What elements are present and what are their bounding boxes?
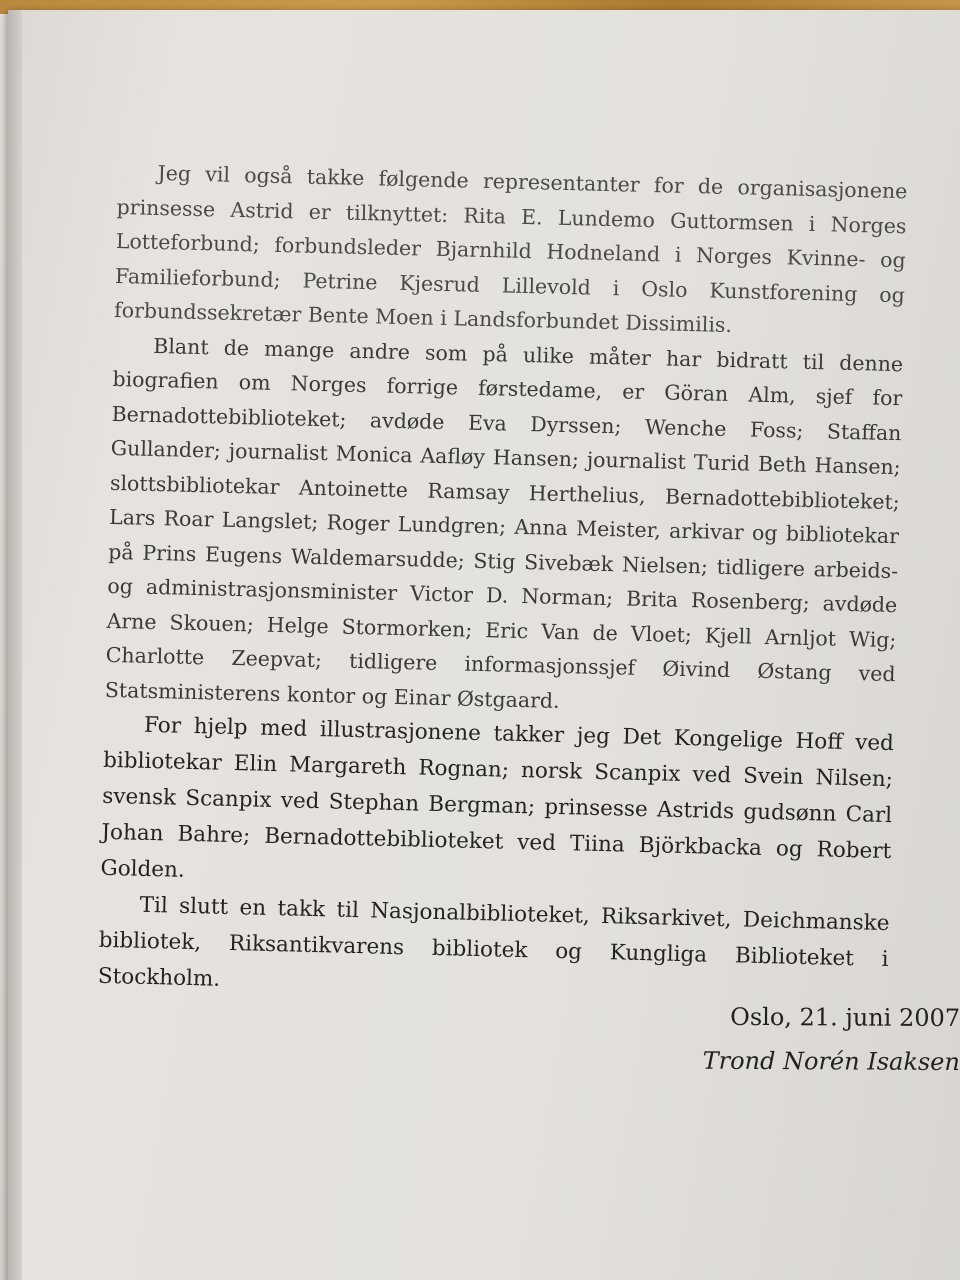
paragraph-contributors: Blant de mange andre som på ulike måter har bidratt til denne biografien om Norges forrige førstedame, er Göran Alm, sjef for Bernadottebiblioteket; avdøde Eva Dyrssen; Wenche Foss; Staffan Gullander; journalist Monica Aafløy Hansen; journalist Turid Beth Hansen; slottsbibliotekar Antoinette Ramsay Herthelius, Bernadottebiblioteket; Lars Roar Langslet; Roger Lundgren; Anna Meister, arkivar og bibliotekar på Prins Eugens Waldemarsudde; Stig Sivebæk Nielsen; tidligere arbeids- og administrasjonsminister Victor D. Norman; Brita Rosenberg; avdøde Arne Skouen; Helge Stormorken; Eric Van de Vloet; Kjell Arnljot Wig; Charlotte Zeepvat; tidligere informasjonssjef Øivind Østang ved Statsministerens kontor og Einar Østgaard. [104,333,904,713]
paragraph-illustrations: For hjelp med illustrasjonene takker jeg Det Kongelige Hoff ved bibliotekar Elin Margareth Rognan; norsk Scanpix ved Svein Nilsen; svensk Scanpix ved Stephan Bergman; prinsesse Astrids gudsønn Carl Johan Bahre; Bernadottebiblioteket ved Tiina Björkbacka og Robert Golden. [100,712,895,883]
acknowledgements-text [97,155,907,1014]
page-edge-shadow [8,10,22,1280]
author-signature: Trond Norén Isaksen [702,1046,960,1077]
place-date: Oslo, 21. juni 2007 [730,1002,960,1033]
paragraph-libraries: Til slutt en takk til Nasjonalbiblioteket, Riksarkivet, Deichmanske bibliotek, Riksantikvarens bibliotek og Kungliga Biblioteket i Stockholm. [97,892,890,992]
closing-block [560,994,960,1084]
paragraph-organisations: Jeg vil også takke følgende representanter for de organisasjonene prinsesse Astrid er tilknyttet: Rita E. Lundemo Guttormsen i Norges Lotteforbund; forbundsleder Bjarnhild Hodneland i Norges Kvinne- og Familieforbund; Petrine Kjesrud Lillevold i Oslo Kunstforening og forbundssekretær Bente Moen i Landsforbundet Dissimilis. [113,160,908,338]
